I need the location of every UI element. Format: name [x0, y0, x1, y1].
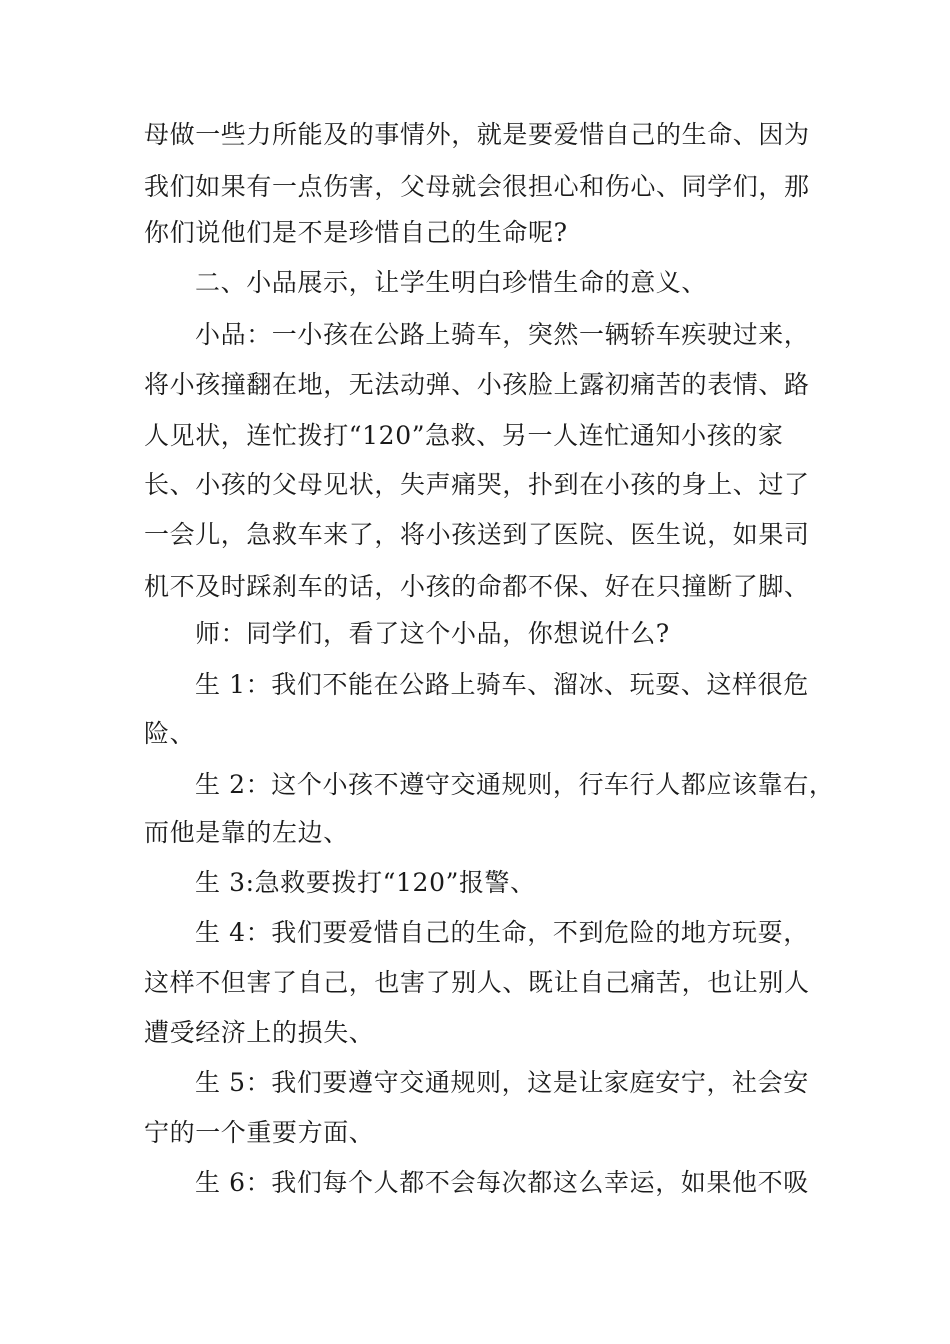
text-line-18: 这样不但害了自己，也害了别人、既让自己痛苦，也让别人: [144, 968, 810, 997]
text-line-12: 生 1：我们不能在公路上骑车、溜冰、玩耍、这样很危: [195, 670, 809, 699]
text-line-14: 生 2：这个小孩不遵守交通规则，行车行人都应该靠右，: [195, 770, 835, 799]
text-line-21: 宁的一个重要方面、: [144, 1118, 375, 1147]
text-line-2: 我们如果有一点伤害，父母就会很担心和伤心、同学们，那: [144, 172, 810, 201]
text-line-19: 遭受经济上的损失、: [144, 1018, 375, 1047]
text-line-8: 长、小孩的父母见状，失声痛哭，扑到在小孩的身上、过了: [144, 470, 810, 499]
text-line-17: 生 4：我们要爱惜自己的生命，不到危险的地方玩耍，: [195, 918, 809, 947]
text-line-13: 险、: [144, 719, 196, 748]
text-line-16: 生 3:急救要拨打“120”报警、: [195, 868, 536, 897]
text-line-6: 将小孩撞翻在地，无法动弹、小孩脸上露初痛苦的表情、路: [144, 370, 810, 399]
text-line-3: 你们说他们是不是珍惜自己的生命呢?: [144, 218, 568, 247]
text-line-11: 师：同学们，看了这个小品，你想说什么?: [195, 619, 670, 648]
text-line-9: 一会儿，急救车来了，将小孩送到了医院、医生说，如果司: [144, 520, 810, 549]
text-line-5: 小品：一小孩在公路上骑车，突然一辆轿车疾驶过来，: [195, 320, 810, 349]
text-line-10: 机不及时踩刹车的话，小孩的命都不保、好在只撞断了脚、: [144, 572, 810, 601]
text-line-20: 生 5：我们要遵守交通规则，这是让家庭安宁，社会安: [195, 1068, 809, 1097]
section-heading: 二、小品展示，让学生明白珍惜生命的意义、: [195, 268, 708, 297]
text-line-1: 母做一些力所能及的事情外，就是要爱惜自己的生命、因为: [144, 120, 810, 149]
text-line-22: 生 6：我们每个人都不会每次都这么幸运，如果他不吸: [195, 1168, 809, 1197]
text-line-15: 而他是靠的左边、: [144, 818, 349, 847]
text-line-7: 人见状，连忙拨打“120”急救、另一人连忙通知小孩的家: [144, 421, 784, 450]
